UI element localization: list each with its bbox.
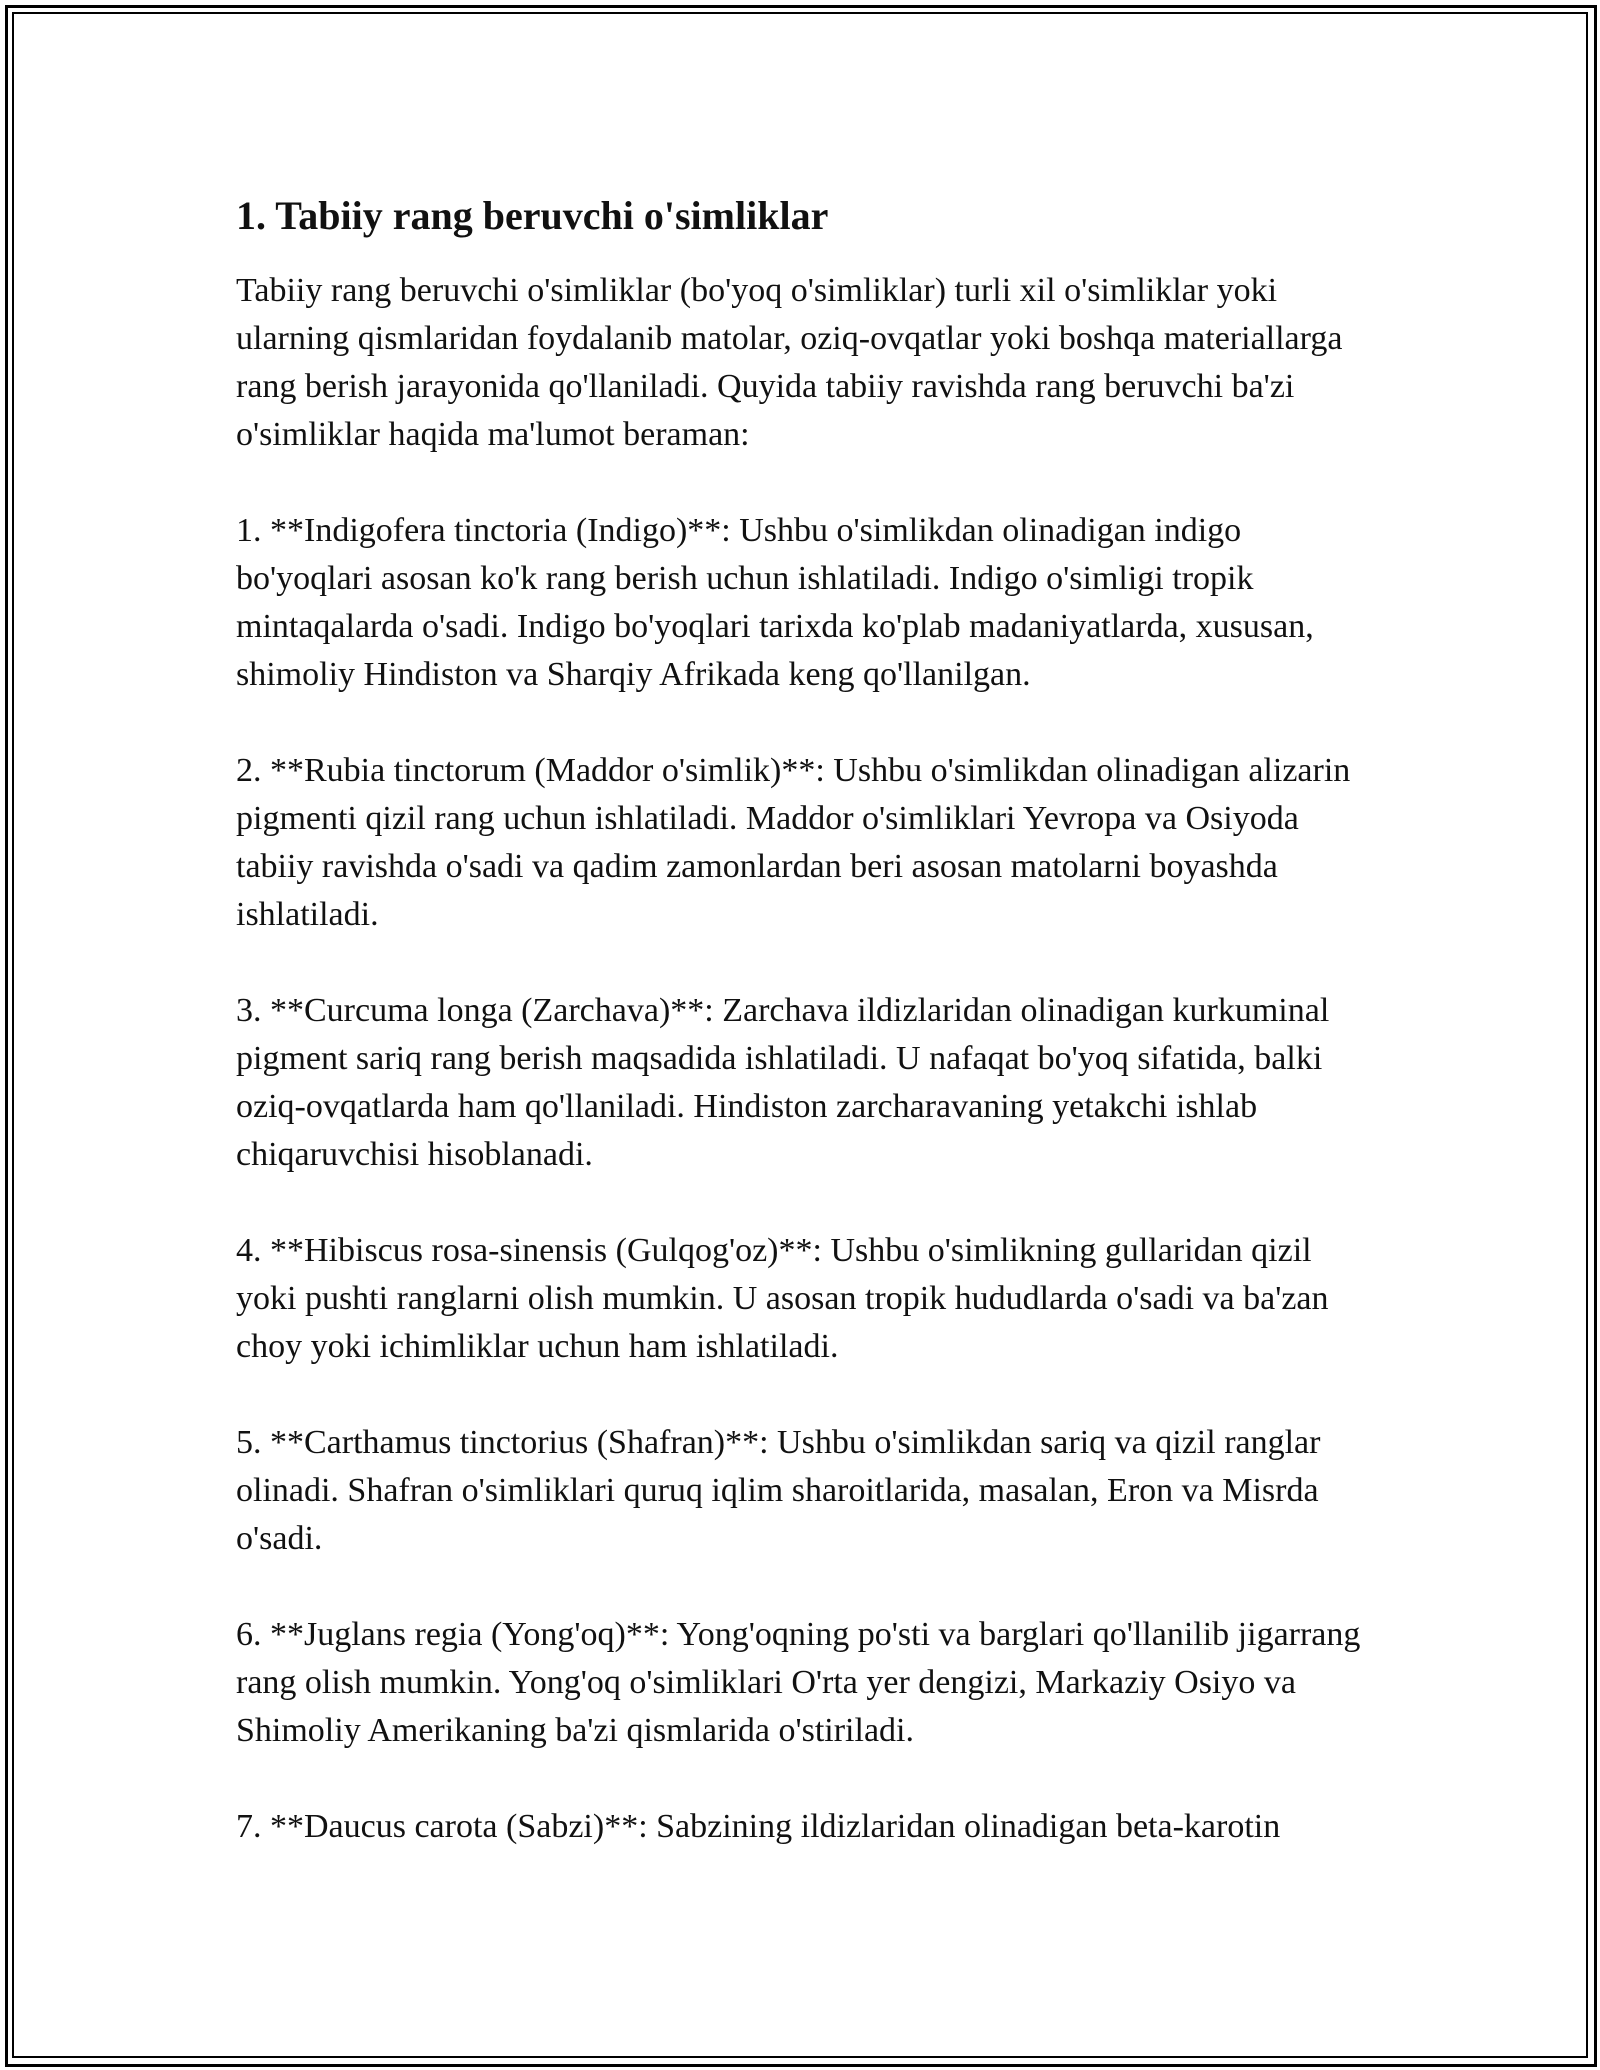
list-item-hibiscus: 4. **Hibiscus rosa-sinensis (Gulqog'oz)**: Ushbu o'simlikning gullaridan qizil yoki pushti ranglarni olish mumkin. U asosan tropik hududlarda o'sadi va ba'zan choy yoki ichimliklar uchun ham ishlatiladi. bbox=[236, 1232, 1329, 1365]
intro-paragraph: Tabiiy rang beruvchi o'simliklar (bo'yoq o'simliklar) turli xil o'simliklar yoki ularning qismlaridan foydalanib matolar, oziq-ovqatlar yoki boshqa materiallarga rang berish jarayonida qo'llaniladi. Quyida tabiiy ravishda rang beruvchi ba'zi o'simliklar haqida ma'lumot beraman: bbox=[236, 272, 1343, 453]
list-item-curcuma: 3. **Curcuma longa (Zarchava)**: Zarchava ildizlaridan olinadigan kurkuminal pigment sariq rang berish maqsadida ishlatiladi. U nafaqat bo'yoq sifatida, balki oziq-ovqatlarda ham qo'llaniladi. Hindiston zarcharavaning yetakchi ishlab chiqaruvchisi hisoblanadi. bbox=[236, 992, 1330, 1173]
list-item-carthamus: 5. **Carthamus tinctorius (Shafran)**: Ushbu o'simlikdan sariq va qizil ranglar olinadi. Shafran o'simliklari quruq iqlim sharoitlarida, masalan, Eron va Misrda o'sadi. bbox=[236, 1424, 1321, 1557]
list-item-juglans: 6. **Juglans regia (Yong'oq)**: Yong'oqning po'sti va barglari qo'llanilib jigarrang rang olish mumkin. Yong'oq o'simliklari O'rta yer dengizi, Markaziy Osiyo va Shimoliy Amerikaning ba'zi qismlarida o'stiriladi. bbox=[236, 1616, 1361, 1749]
list-item-indigofera: 1. **Indigofera tinctoria (Indigo)**: Ushbu o'simlikdan olinadigan indigo bo'yoqlari asosan ko'k rang berish uchun ishlatiladi. Indigo o'simligi tropik mintaqalarda o'sadi. Indigo bo'yoqlari tarixda ko'plab madaniyatlarda, xususan, shimoliy Hindiston va Sharqiy Afrikada keng qo'llanilgan. bbox=[236, 512, 1314, 693]
section-heading: 1. Tabiiy rang beruvchi o'simliklar bbox=[236, 193, 829, 238]
list-item-rubia: 2. **Rubia tinctorum (Maddor o'simlik)**: Ushbu o'simlikdan olinadigan alizarin pigmenti qizil rang uchun ishlatiladi. Maddor o'simliklari Yevropa va Osiyoda tabiiy ravishda o'sadi va qadim zamonlardan beri asosan matolarni boyashda ishlatiladi. bbox=[236, 752, 1351, 933]
document-body bbox=[236, 187, 1376, 1851]
list-item-daucus: 7. **Daucus carota (Sabzi)**: Sabzining ildizlaridan olinadigan beta-karotin bbox=[236, 1808, 1281, 1845]
